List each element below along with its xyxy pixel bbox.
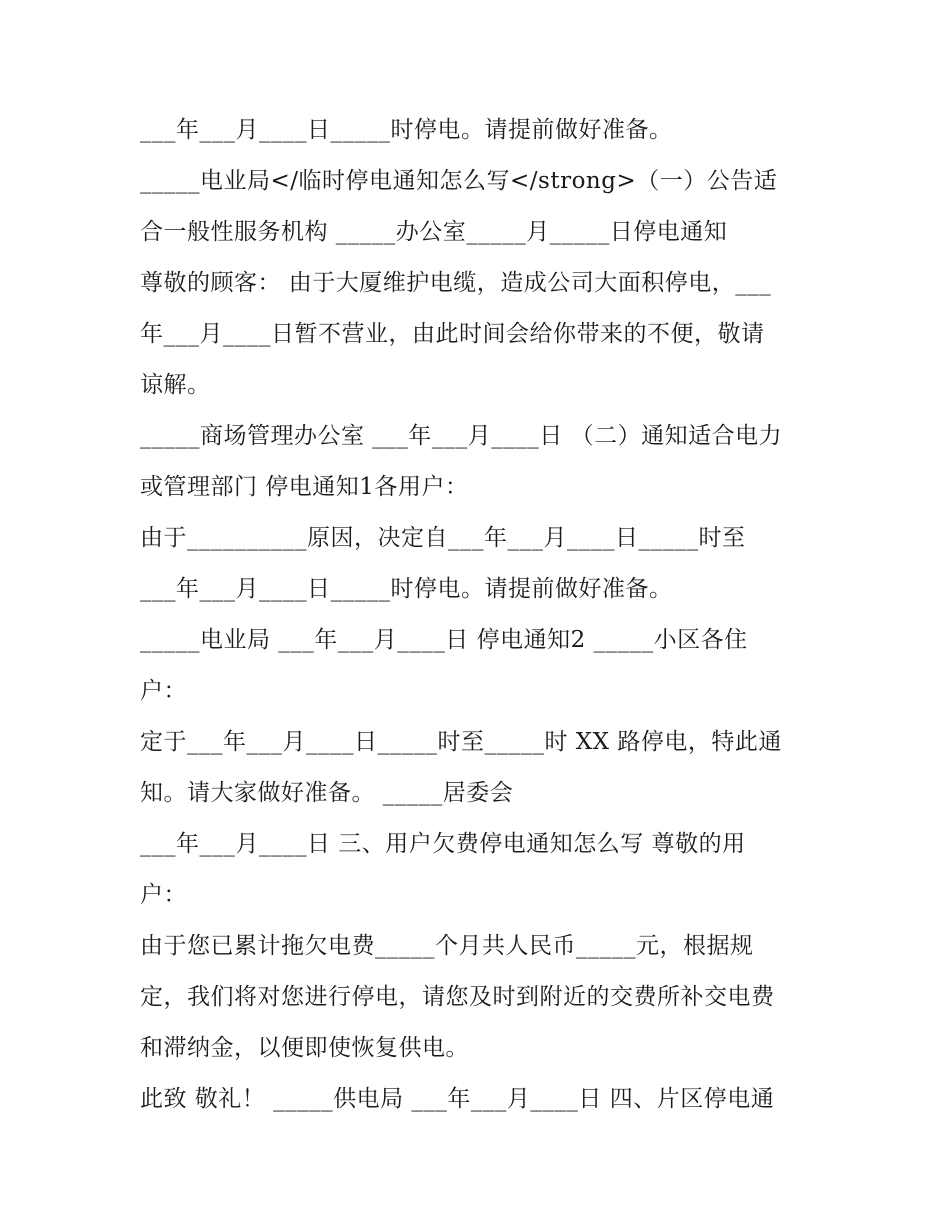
text-line: 户： xyxy=(140,882,187,908)
text-line: 和滞纳金，以便即使恢复供电。 xyxy=(140,1035,469,1061)
text-line: 年___月____日暂不营业，由此时间会给你带来的不便，敬请 xyxy=(140,321,765,347)
text-line: 定于___年___月____日_____时至_____时 XX 路停电，特此通 xyxy=(140,729,782,755)
text-line: _____电业局 ___年___月____日 停电通知2 _____小区各住 xyxy=(140,627,748,653)
text-line: 由于__________原因，决定自___年___月____日_____时至 xyxy=(140,525,746,551)
text-line: ___年___月____日_____时停电。请提前做好准备。 xyxy=(140,576,673,602)
text-line: ___年___月____日_____时停电。请提前做好准备。 xyxy=(140,117,673,143)
text-line: 合一般性服务机构 _____办公室_____月_____日停电通知 xyxy=(140,219,728,245)
text-line: ___年___月____日 三、用户欠费停电通知怎么写 尊敬的用 xyxy=(140,831,746,857)
text-line: _____商场管理办公室 ___年___月____日 （二）通知适合电力 xyxy=(140,423,783,449)
text-line: 或管理部门 停电通知1各用户： xyxy=(140,474,469,500)
text-line: _____电业局</临时停电通知怎么写</strong>（一）公告适 xyxy=(140,168,778,194)
text-line: 尊敬的顾客： 由于大厦维护电缆，造成公司大面积停电，___ xyxy=(140,270,772,296)
text-line: 此致 敬礼！ _____供电局 ___年___月____日 四、片区停电通 xyxy=(140,1086,775,1112)
text-line: 由于您已累计拖欠电费_____个月共人民币_____元，根据规 xyxy=(140,933,754,959)
text-line: 谅解。 xyxy=(140,372,211,398)
text-line: 户： xyxy=(140,678,187,704)
document-body xyxy=(140,105,820,1125)
text-line: 知。请大家做好准备。 _____居委会 xyxy=(140,780,514,806)
text-line: 定，我们将对您进行停电，请您及时到附近的交费所补交电费 xyxy=(140,984,775,1010)
